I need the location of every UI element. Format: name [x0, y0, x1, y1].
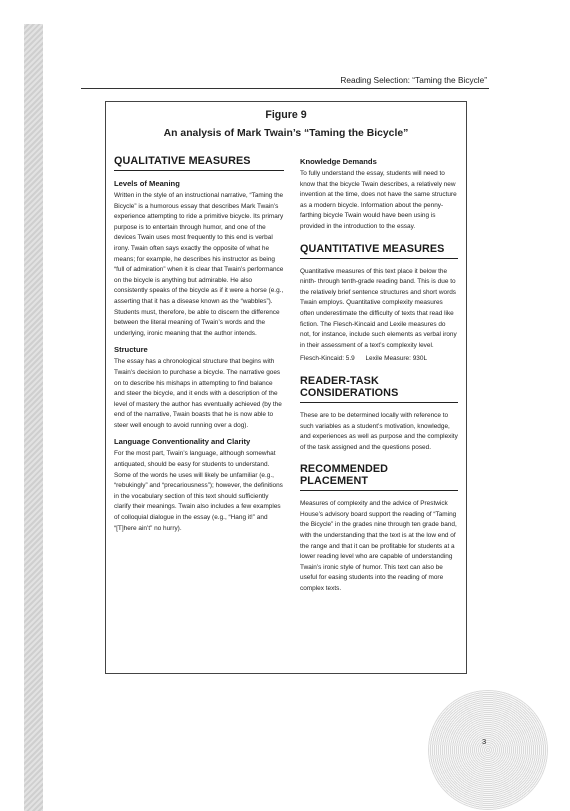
quantitative-heading: QUANTITATIVE MEASURES	[300, 243, 458, 259]
figure-title: An analysis of Mark Twain’s “Taming the Bicycle”	[163, 128, 409, 139]
language-heading: Language Conventionality and Clarity	[114, 437, 251, 447]
quantitative-metrics: Flesch-Kincaid: 5.9 Lexile Measure: 930L	[300, 355, 428, 363]
right-column	[300, 155, 458, 595]
figure-number: Figure 9	[265, 109, 307, 121]
structure-text: The essay has a chronological structure that begins with Twain’s decision to purchase a bicycle. The narrative goes on to describe his mishaps in attempting to find balance and steer the bicycle, and it ends with a description of the level of mastery the author has eventually achieved (by the end of the narrative, Twain boasts that he is now able to steer well enough to avoid running over a dog).	[114, 358, 282, 429]
reader-task-heading: READER-TASK CONSIDERATIONS	[300, 375, 458, 403]
decorative-disc	[428, 690, 548, 810]
levels-of-meaning-text: Written in the style of an instructional narrative, “Taming the Bicycle” is a humorous essay that describes Mark Twain’s experience attempting to ride a primitive bicycle. Its primary purpose is to entertain through humor, and one of the devices Twain uses most frequently to this end is verbal irony. Twain often says exactly the opposite of what he means; for example, he describes his instructor as being “full of admiration” when it is clear that Twain’s performance on the bicycle is anything but admirable. He also consistently speaks of the bicycle as if it were a horse (e.g., asserting that it has a disease known as the “wabbles”). Students must, therefore, be able to discern the difference between the literal meaning of Twain’s words and the underlying, ironic meaning that the author intends.	[114, 192, 284, 337]
reader-task-text: These are to be determined locally with reference to such variables as a student’s motivation, knowledge, and experiences as well as purpose and the complexity of the task assigned and the questions posed.	[300, 411, 458, 451]
quantitative-text: Quantitative measures of this text place it below the ninth- through tenth-grade reading band. This is due to the relatively brief sentence structures and short words Twain employs. Quantitative complexity measures often underestimate the difficulty of texts that read like fiction. The Flesch-Kincaid and Lexile measures do not, for instance, include such elements as verbal irony in their assessment of a text’s complexity level.	[300, 267, 457, 349]
decorative-stripe	[24, 24, 43, 811]
qualitative-heading: QUALITATIVE MEASURES	[114, 155, 284, 171]
language-text: For the most part, Twain’s language, although somewhat antiquated, should be easy for students to understand. Some of the words he uses will likely be unfamiliar (e.g., “rebukingly” and “precariousness”); however, the definitions in the vocabulary section of this text should sufficiently clarify their meanings. Twain also includes a few examples of colloquial dialogue in the essay (e.g., “Hang it!” and “[T]here ain’t” no hurry).	[114, 450, 283, 532]
structure-heading: Structure	[114, 345, 148, 355]
levels-of-meaning-heading: Levels of Meaning	[114, 179, 180, 188]
page-number: 3	[482, 737, 487, 746]
running-head: Reading Selection: “Taming the Bicycle”	[340, 75, 487, 85]
knowledge-demands-heading: Knowledge Demands	[300, 157, 377, 166]
placement-heading: RECOMMENDED PLACEMENT	[300, 463, 458, 491]
placement-text: Measures of complexity and the advice of Prestwick House’s advisory board support the reading of “Taming the Bicycle” in the grades nine through ten grade band, with the understanding that the text is at the low end of the range and that it can be profitable for students at a lower reading level who are capable of understanding Twain’s ironic style of humor. This text can also be useful for easing students into the reading of more complex texts.	[300, 500, 457, 593]
knowledge-demands-text: To fully understand the essay, students will need to know that the bicycle Twain describes, a relatively new invention at the time, does not have the same structure as a modern bicycle. Information about the penny-farthing bicycle Twain would have been using is provided in the introduction to the essay.	[300, 170, 457, 230]
header-rule	[81, 88, 489, 89]
left-column	[114, 155, 284, 534]
